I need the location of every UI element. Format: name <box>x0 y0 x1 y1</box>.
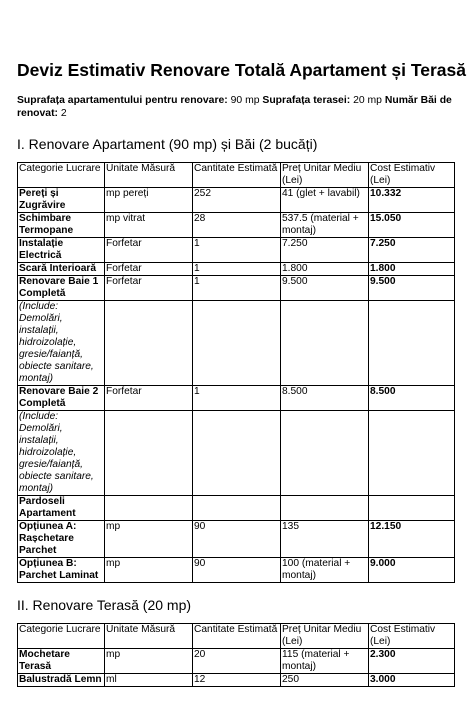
cost-cell: 10.332 <box>369 188 455 213</box>
category-cell: Opțiunea A: Rașchetare Parchet <box>18 521 105 558</box>
quantity-cell: 20 <box>193 649 281 674</box>
unit-price-cell: 537.5 (material + montaj) <box>281 213 369 238</box>
empty-cell <box>193 301 281 386</box>
unit-cell: ml <box>105 674 193 687</box>
column-header: Cost Estimativ (Lei) <box>369 624 455 649</box>
unit-cell: mp <box>105 649 193 674</box>
unit-cell: mp <box>105 558 193 583</box>
column-header: Cost Estimativ (Lei) <box>369 163 455 188</box>
table-row <box>18 558 455 583</box>
unit-price-cell: 7.250 <box>281 238 369 263</box>
unit-cell: Forfetar <box>105 263 193 276</box>
quantity-cell: 1 <box>193 386 281 411</box>
unit-price-cell <box>281 496 369 521</box>
table-row <box>18 496 455 521</box>
document-title: Deviz Estimativ Renovare Totală Apartament și Terasă <box>17 60 467 80</box>
cost-cell: 1.800 <box>369 263 455 276</box>
table-row <box>18 263 455 276</box>
category-cell: Balustradă Lemn <box>18 674 105 687</box>
cost-cell: 8.500 <box>369 386 455 411</box>
baths-count-label: Număr Băi de renovat: <box>17 95 452 119</box>
unit-cell: mp <box>105 521 193 558</box>
unit-cell: mp vitrat <box>105 213 193 238</box>
unit-price-cell: 1.800 <box>281 263 369 276</box>
quantity-cell: 28 <box>193 213 281 238</box>
column-header: Preț Unitar Mediu (Lei) <box>281 624 369 649</box>
row-note: (Include: Demolări, instalații, hidroizolație, gresie/faianță, obiecte sanitare, montaj) <box>18 411 105 496</box>
unit-price-cell: 8.500 <box>281 386 369 411</box>
apartment-table-header-row <box>18 163 455 188</box>
table-row <box>18 411 455 496</box>
column-header: Preț Unitar Mediu (Lei) <box>281 163 369 188</box>
table-row <box>18 276 455 301</box>
table-row <box>18 521 455 558</box>
empty-cell <box>193 411 281 496</box>
unit-cell: mp pereți <box>105 188 193 213</box>
quantity-cell: 90 <box>193 558 281 583</box>
column-header: Categorie Lucrare <box>18 624 105 649</box>
apt-area-value: 90 mp <box>227 95 263 106</box>
quantity-cell: 1 <box>193 263 281 276</box>
category-cell: Pardoseli Apartament <box>18 496 105 521</box>
table-row <box>18 213 455 238</box>
empty-cell <box>105 301 193 386</box>
category-cell: Instalație Electrică <box>18 238 105 263</box>
unit-price-cell: 41 (glet + lavabil) <box>281 188 369 213</box>
table-row <box>18 386 455 411</box>
column-header: Cantitate Estimată <box>193 624 281 649</box>
cost-cell <box>369 496 455 521</box>
empty-cell <box>281 411 369 496</box>
quantity-cell: 12 <box>193 674 281 687</box>
cost-cell: 9.500 <box>369 276 455 301</box>
table-row <box>18 649 455 674</box>
unit-price-cell: 135 <box>281 521 369 558</box>
cost-cell: 15.050 <box>369 213 455 238</box>
column-header: Unitate Măsură <box>105 624 193 649</box>
cost-cell: 9.000 <box>369 558 455 583</box>
unit-price-cell: 250 <box>281 674 369 687</box>
column-header: Cantitate Estimată <box>193 163 281 188</box>
table-row <box>18 188 455 213</box>
cost-cell: 2.300 <box>369 649 455 674</box>
section-2-heading: II. Renovare Terasă (20 mp) <box>17 597 192 613</box>
unit-cell: Forfetar <box>105 276 193 301</box>
quantity-cell: 252 <box>193 188 281 213</box>
cost-cell: 12.150 <box>369 521 455 558</box>
unit-cell <box>105 496 193 521</box>
column-header: Unitate Măsură <box>105 163 193 188</box>
unit-price-cell: 100 (material + montaj) <box>281 558 369 583</box>
quantity-cell: 1 <box>193 238 281 263</box>
empty-cell <box>281 301 369 386</box>
row-note: (Include: Demolări, instalații, hidroizolație, gresie/faianță, obiecte sanitare, montaj) <box>18 301 105 386</box>
summary <box>17 94 455 120</box>
unit-cell: Forfetar <box>105 238 193 263</box>
unit-cell: Forfetar <box>105 386 193 411</box>
category-cell: Pereți și Zugrăvire <box>18 188 105 213</box>
terrace-table <box>17 623 455 687</box>
terrace-table-header-row <box>18 624 455 649</box>
category-cell: Renovare Baie 1 Completă <box>18 276 105 301</box>
unit-price-cell: 9.500 <box>281 276 369 301</box>
section-1-heading: I. Renovare Apartament (90 mp) și Băi (2 bucăți) <box>17 136 318 152</box>
category-cell: Scară Interioară <box>18 263 105 276</box>
apartment-table <box>17 162 455 583</box>
category-cell: Schimbare Termopane <box>18 213 105 238</box>
unit-price-cell: 115 (material + montaj) <box>281 649 369 674</box>
empty-cell <box>369 301 455 386</box>
quantity-cell: 90 <box>193 521 281 558</box>
quantity-cell: 1 <box>193 276 281 301</box>
empty-cell <box>369 411 455 496</box>
table-row <box>18 301 455 386</box>
column-header: Categorie Lucrare <box>18 163 105 188</box>
quantity-cell <box>193 496 281 521</box>
category-cell: Opțiunea B: Parchet Laminat <box>18 558 105 583</box>
baths-count-value: 2 <box>58 108 67 119</box>
empty-cell <box>105 411 193 496</box>
table-row <box>18 674 455 687</box>
apt-area-label: Suprafața apartamentului pentru renovare: <box>17 95 228 106</box>
category-cell: Renovare Baie 2 Completă <box>18 386 105 411</box>
terrace-area-value: 20 mp <box>350 95 385 106</box>
cost-cell: 7.250 <box>369 238 455 263</box>
terrace-area-label: Suprafața terasei: <box>262 95 351 106</box>
table-row <box>18 238 455 263</box>
cost-cell: 3.000 <box>369 674 455 687</box>
category-cell: Mochetare Terasă <box>18 649 105 674</box>
